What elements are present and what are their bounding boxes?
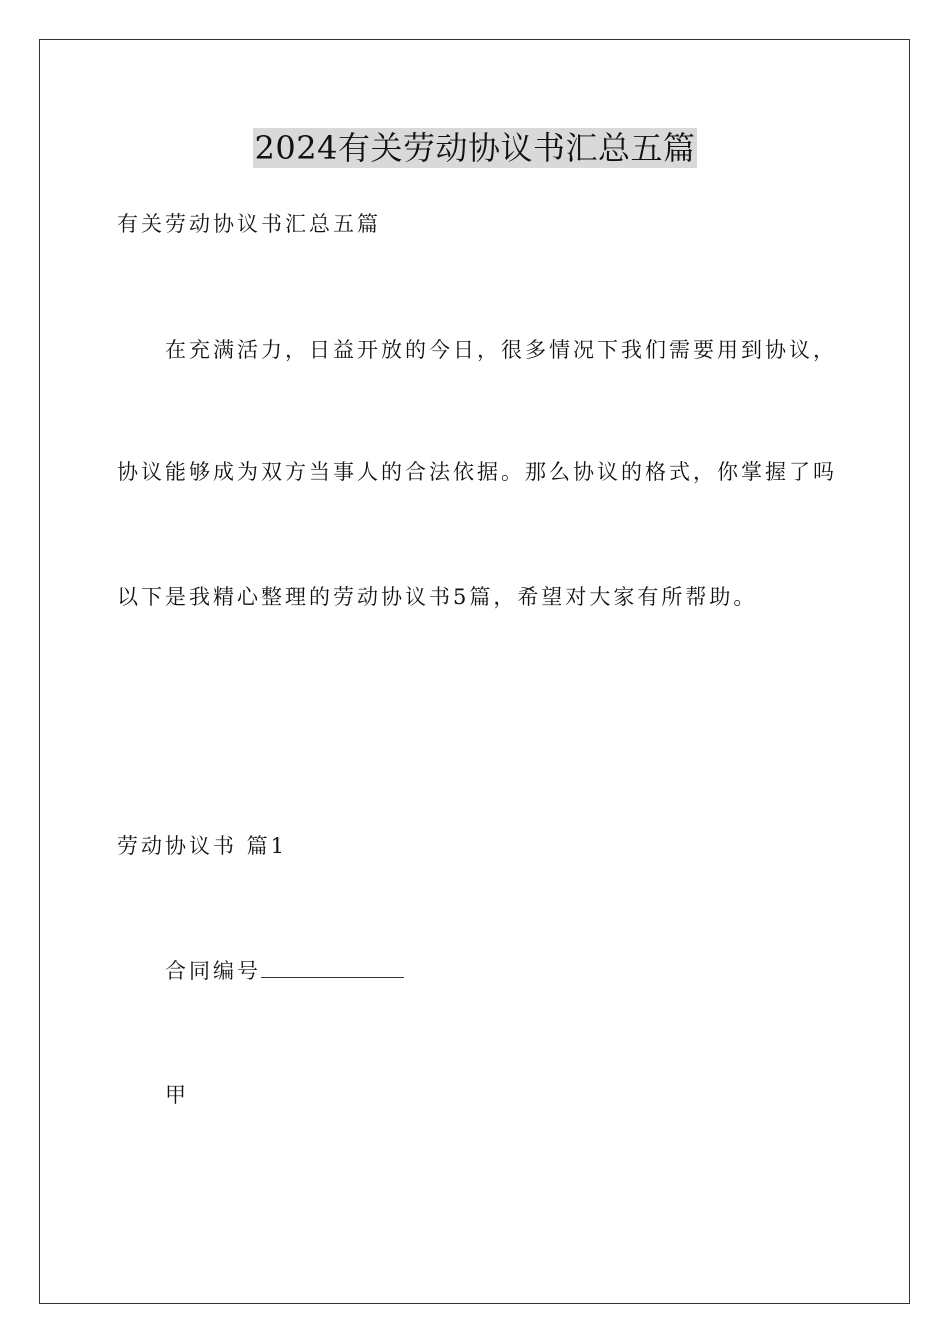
title-container	[0, 128, 950, 168]
intro-line-1: 在充满活力，日益开放的今日，很多情况下我们需要用到协议，	[165, 338, 837, 362]
intro-line-3: 以下是我精心整理的劳动协议书5篇，希望对大家有所帮助。	[117, 585, 758, 609]
document-subtitle: 有关劳动协议书汇总五篇	[117, 212, 381, 236]
intro-line-2: 协议能够成为双方当事人的合法依据。那么协议的格式，你掌握了吗	[117, 460, 837, 484]
section-heading: 劳动协议书 篇1	[117, 834, 288, 858]
contract-number-blank	[261, 957, 404, 978]
document-title: 2024有关劳动协议书汇总五篇	[254, 129, 696, 167]
party-a-label: 甲	[165, 1083, 189, 1107]
contract-number-label: 合同编号	[165, 959, 261, 983]
contract-number-row	[165, 956, 404, 986]
